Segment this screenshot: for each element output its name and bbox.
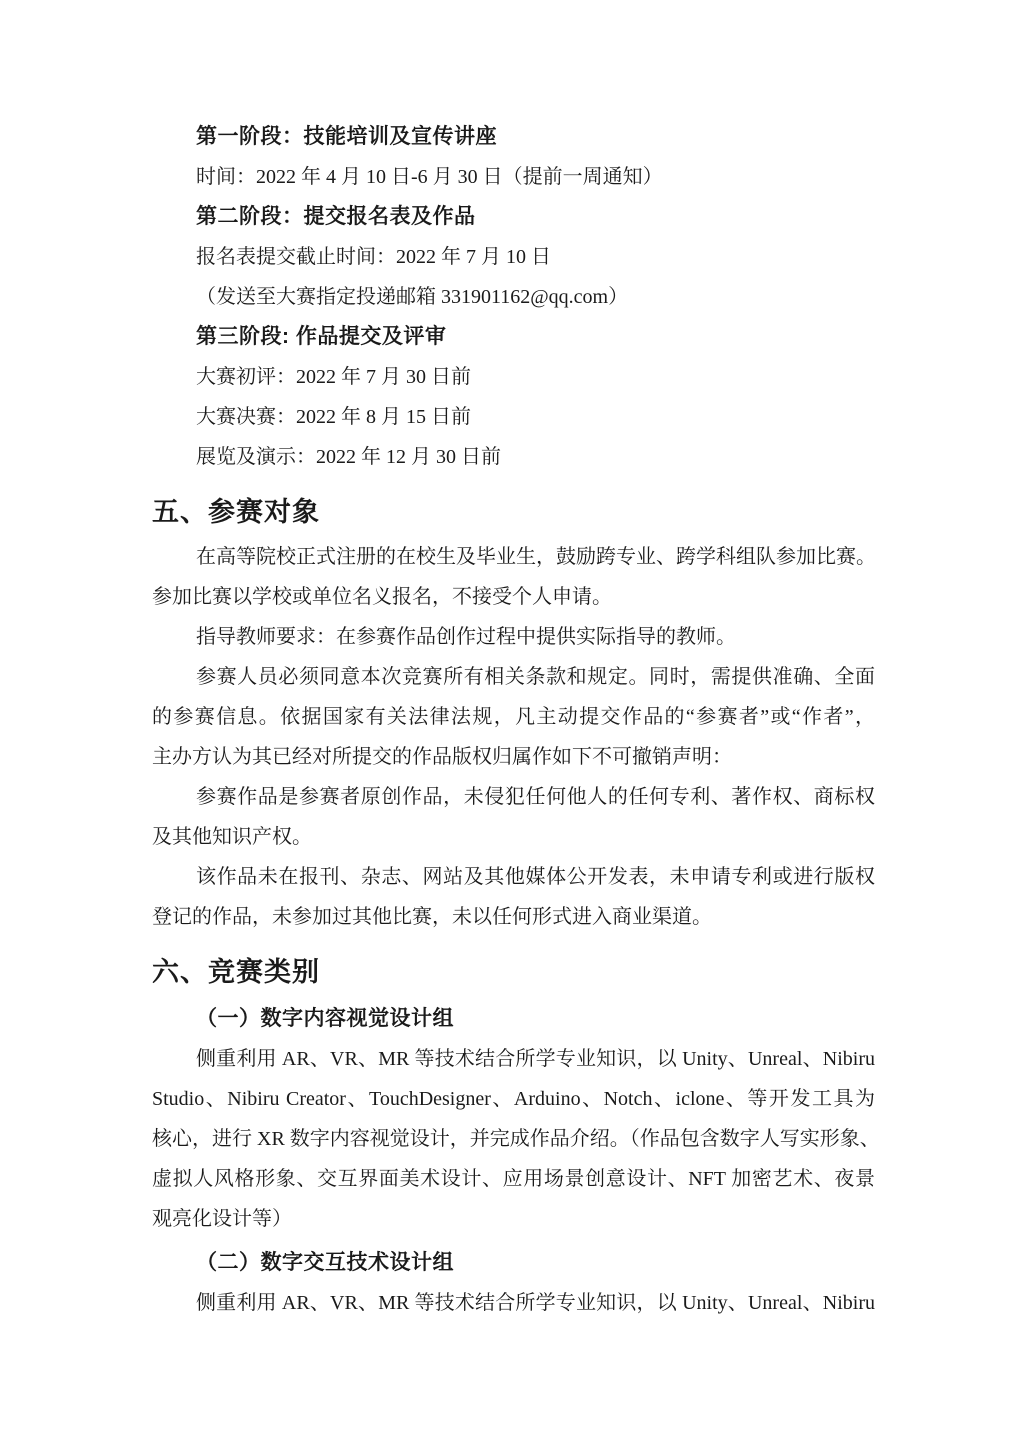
- category-2-desc-line-1: 侧重利用 AR、VR、MR 等技术结合所学专业知识，以 Unity、Unreal、Nibiru: [196, 1292, 875, 1314]
- section-5-heading: 五、参赛对象: [152, 497, 320, 527]
- stage-3-exhibition-line: 展览及演示：2022 年 12 月 30 日前: [196, 446, 501, 468]
- originality-line-1: 参赛作品是参赛者原创作品，未侵犯任何他人的任何专利、著作权、商标权: [196, 786, 875, 808]
- stage-2-deadline-line: 报名表提交截止时间：2022 年 7 月 10 日: [196, 246, 551, 268]
- category-1-desc-line-2: Studio、Nibiru Creator、TouchDesigner、Arduino、Notch、iclone、等开发工具为: [152, 1088, 875, 1110]
- terms-line-3: 主办方认为其已经对所提交的作品版权归属作如下不可撤销声明：: [152, 746, 732, 768]
- terms-line-1: 参赛人员必须同意本次竞赛所有相关条款和规定。同时，需提供准确、全面: [196, 666, 875, 688]
- publication-line-1: 该作品未在报刊、杂志、网站及其他媒体公开发表，未申请专利或进行版权: [196, 866, 875, 888]
- eligibility-line-1: 在高等院校正式注册的在校生及毕业生，鼓励跨专业、跨学科组队参加比赛。: [196, 546, 876, 568]
- stage-1-heading: 第一阶段：技能培训及宣传讲座: [196, 125, 497, 148]
- eligibility-line-2: 参加比赛以学校或单位名义报名，不接受个人申请。: [152, 586, 612, 608]
- terms-line-2: 的参赛信息。依据国家有关法律法规，凡主动提交作品的“参赛者”或“作者”，: [152, 706, 875, 728]
- stage-1-time-line: 时间：2022 年 4 月 10 日-6 月 30 日（提前一周通知）: [196, 166, 663, 188]
- category-1-heading: （一）数字内容视觉设计组: [196, 1007, 454, 1030]
- stage-2-email-line: （发送至大赛指定投递邮箱 331901162@qq.com）: [196, 286, 629, 308]
- category-1-desc-line-3: 核心，进行 XR 数字内容视觉设计，并完成作品介绍。（作品包含数字人写实形象、: [152, 1128, 880, 1150]
- category-1-desc-line-1: 侧重利用 AR、VR、MR 等技术结合所学专业知识，以 Unity、Unreal、Nibiru: [196, 1048, 875, 1070]
- stage-3-preliminary-line: 大赛初评：2022 年 7 月 30 日前: [196, 366, 471, 388]
- stage-2-heading: 第二阶段：提交报名表及作品: [196, 205, 476, 228]
- category-1-desc-line-4: 虚拟人风格形象、交互界面美术设计、应用场景创意设计、NFT 加密艺术、夜景: [152, 1168, 875, 1190]
- originality-line-2: 及其他知识产权。: [152, 826, 312, 848]
- category-1-desc-line-5: 观亮化设计等）: [152, 1208, 292, 1230]
- publication-line-2: 登记的作品，未参加过其他比赛，未以任何形式进入商业渠道。: [152, 906, 712, 928]
- stage-3-heading: 第三阶段: 作品提交及评审: [196, 325, 447, 348]
- advisor-requirement-line: 指导教师要求：在参赛作品创作过程中提供实际指导的教师。: [196, 626, 736, 648]
- category-2-heading: （二）数字交互技术设计组: [196, 1251, 454, 1274]
- section-6-heading: 六、竞赛类别: [152, 957, 320, 987]
- stage-3-final-line: 大赛决赛：2022 年 8 月 15 日前: [196, 406, 471, 428]
